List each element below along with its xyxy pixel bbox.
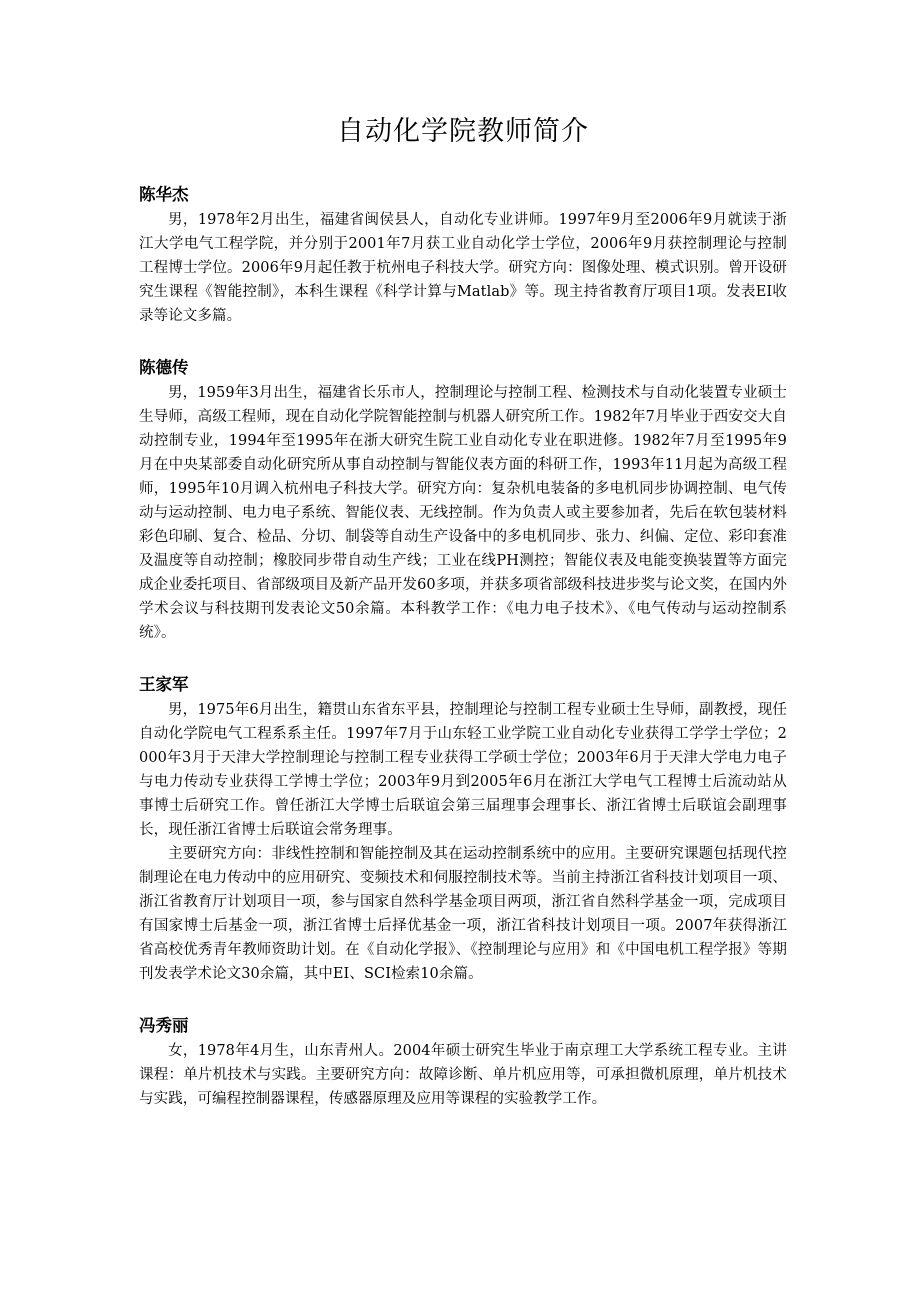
teacher-name: 冯秀丽 <box>139 1016 189 1035</box>
teacher-name: 王家军 <box>139 675 189 694</box>
document-title: 自动化学院教师简介 <box>337 116 589 147</box>
teacher-profile-chen-huajie <box>139 182 787 328</box>
teacher-name: 陈德传 <box>139 358 189 377</box>
document-page <box>139 110 787 1138</box>
teacher-profile-wang-jiajun <box>139 672 787 986</box>
teacher-profile-chen-dechuan <box>139 355 787 645</box>
teacher-bio: 女，1978年4月生，山东青州人。2004年硕士研究生毕业于南京理工大学系统工程专业。主讲课程：单片机技术与实践。主要研究方向：故障诊断、单片机应用等，可承担微机原理，单片机技术与实践，可编程控制器课程，传感器原理及应用等课程的实验教学工作。 <box>139 1043 787 1107</box>
teacher-bio: 男，1975年6月出生，籍贯山东省东平县，控制理论与控制工程专业硕士生导师，副教授，现任自动化学院电气工程系系主任。1997年7月于山东轻工业学院工业自动化专业获得工学学士学位；2000年3月于天津大学控制理论与控制工程专业获得工学硕士学位；2003年6月于天津大学电力电子与电力传动专业获得工学博士学位；2003年9月到2005年6月在浙江大学电气工程博士后流动站从事博士后研究工作。曾任浙江大学博士后联谊会第三届理事会理事长、浙江省博士后联谊会副理事长，现任浙江省博士后联谊会常务理事。 <box>139 702 787 838</box>
teacher-profile-feng-xiuli <box>139 1013 787 1111</box>
teacher-name: 陈华杰 <box>139 185 189 204</box>
teacher-bio: 男，1978年2月出生，福建省闽侯县人，自动化专业讲师。1997年9月至2006年9月就读于浙江大学电气工程学院，并分别于2001年7月获工业自动化学士学位，2006年9月获控制理论与控制工程博士学位。2006年9月起任教于杭州电子科技大学。研究方向：图像处理、模式识别。曾开设研究生课程《智能控制》，本科生课程《科学计算与Matlab》等。现主持省教育厅项目1项。发表EI收录等论文多篇。 <box>139 212 787 324</box>
teacher-research-paragraph: 主要研究方向：非线性控制和智能控制及其在运动控制系统中的应用。主要研究课题包括现代控制理论在电力传动中的应用研究、变频技术和伺服控制技术等。当前主持浙江省科技计划项目一项、浙江省教育厅计划项目一项，参与国家自然科学基金项目两项，浙江省自然科学基金一项，完成项目有国家博士后基金一项，浙江省博士后择优基金一项，浙江省科技计划项目一项。2007年获得浙江省高校优秀青年教师资助计划。在《自动化学报》、《控制理论与应用》和《中国电机工程学报》等期刊发表学术论文30余篇，其中EI、SCI检索10余篇。 <box>139 846 787 982</box>
teacher-bio: 男，1959年3月出生，福建省长乐市人，控制理论与控制工程、检测技术与自动化装置专业硕士生导师，高级工程师，现在自动化学院智能控制与机器人研究所工作。1982年7月毕业于西安交大自动控制专业，1994年至1995年在浙大研究生院工业自动化专业在职进修。1982年7月至1995年9月在中央某部委自动化研究所从事自动控制与智能仪表方面的科研工作，1993年11月起为高级工程师，1995年10月调入杭州电子科技大学。研究方向：复杂机电装备的多电机同步协调控制、电气传动与运动控制、电力电子系统、智能仪表、无线控制。作为负责人或主要参加者，先后在软包装材料彩色印刷、复合、检品、分切、制袋等自动生产设备中的多电机同步、张力、纠偏、定位、彩印套准及温度等自动控制；橡胶同步带自动生产线；工业在线PH测控；智能仪表及电能变换装置等方面完成企业委托项目、省部级项目及新产品开发60多项，并获多项省部级科技进步奖与论文奖，在国内外学术会议与科技期刊发表论文50余篇。本科教学工作：《电力电子技术》、《电气传动与运动控制系统》。 <box>139 385 787 641</box>
